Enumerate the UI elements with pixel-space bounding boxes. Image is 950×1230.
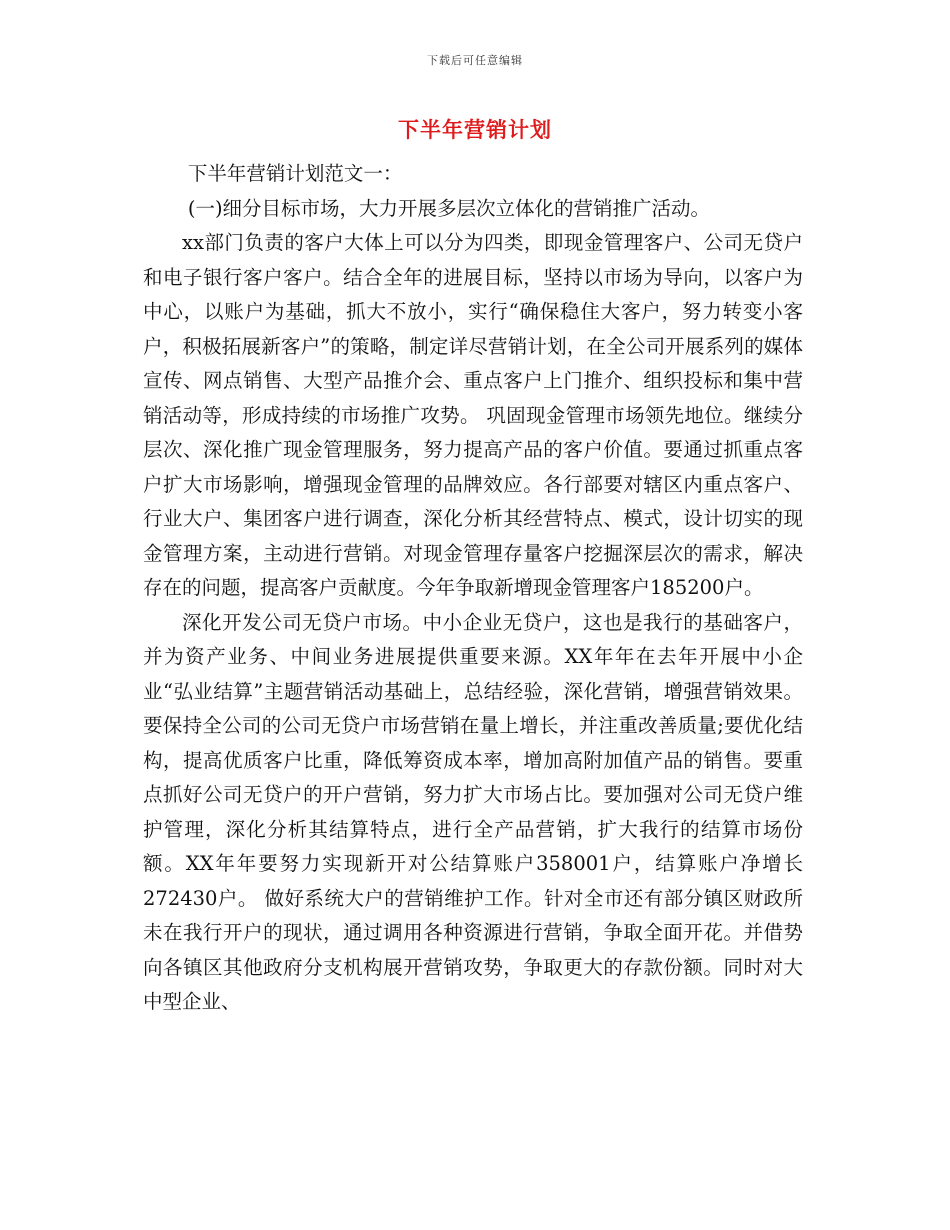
body-paragraph: (一)细分目标市场，大力开展多层次立体化的营销推广活动。 bbox=[187, 196, 711, 220]
body-paragraph: xx部门负责的客户大体上可以分为四类，即现金管理客户、公司无贷户和电子银行客户客户。结合全年的进展目标，坚持以市场为导向，以客户为中心，以账户为基础，抓大不放小，实行“确保稳住大客户，努力转变小客户，积极拓展新客户”的策略，制定详尽营销计划，在全公司开展系列的媒体宣传、网点销售、大型产品推介会、重点客户上门推介、组织投标和集中营销活动等，形成持续的市场推广攻势。 巩固现金管理市场领先地位。继续分层次、深化推广现金管理服务，努力提高产品的客户价值。要通过抓重点客户扩大市场影响，增强现金管理的品牌效应。各行部要对辖区内重点客户、行业大户、集团客户进行调查，深化分析其经营特点、模式，设计切实的现金管理方案，主动进行营销。对现金管理存量客户挖掘深层次的需求，解决存在的问题，提高客户贡献度。今年争取新增现金管理客户185200户。 bbox=[143, 231, 803, 599]
header-note: 下载后可任意编辑 bbox=[427, 54, 523, 67]
document-title: 下半年营销计划 bbox=[398, 117, 552, 142]
document-body bbox=[143, 157, 803, 1020]
body-paragraph: 深化开发公司无贷户市场。中小企业无贷户，这也是我行的基础客户，并为资产业务、中间业务进展提供重要来源。XX年年在去年开展中小企业“弘业结算”主题营销活动基础上，总结经验，深化营销，增强营销效果。要保持全公司的公司无贷户市场营销在量上增长，并注重改善质量;要优化结构，提高优质客户比重，降低筹资成本率，增加高附加值产品的销售。要重点抓好公司无贷户的开户营销，努力扩大市场占比。要加强对公司无贷户维护管理，深化分析其结算特点，进行全产品营销，扩大我行的结算市场份额。XX年年要努力实现新开对公结算账户358001户，结算账户净增长272430户。 做好系统大户的营销维护工作。针对全市还有部分镇区财政所未在我行开户的现状，通过调用各种资源进行营销，争取全面开花。并借势向各镇区其他政府分支机构展开营销攻势，争取更大的存款份额。同时对大中型企业、 bbox=[143, 610, 803, 1013]
body-paragraph: 下半年营销计划范文一： bbox=[187, 162, 403, 185]
